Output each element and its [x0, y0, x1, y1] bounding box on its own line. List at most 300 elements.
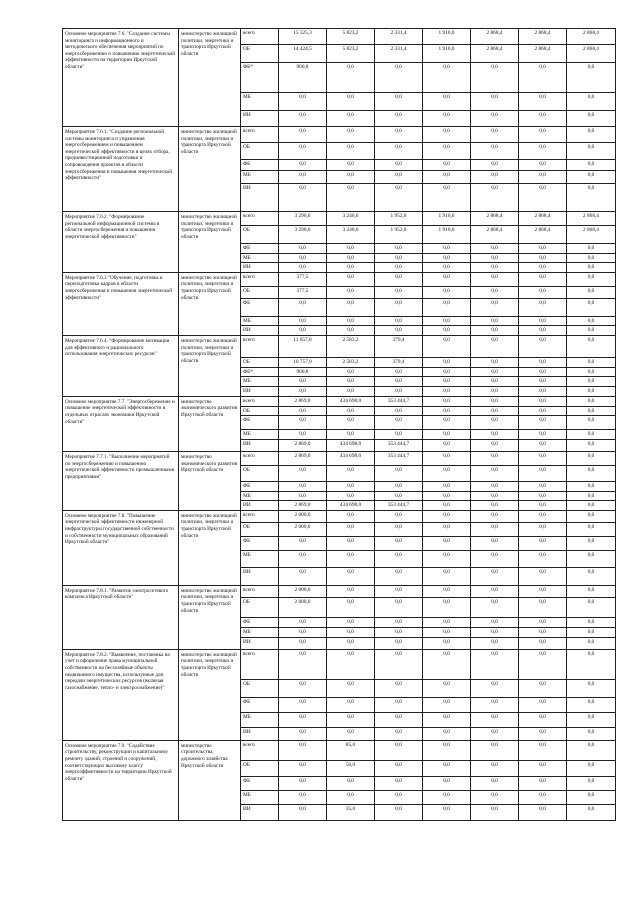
amount-cell: 0,0	[327, 143, 375, 160]
amount-cell: 0,0	[279, 776, 327, 790]
amount-cell: 0,0	[423, 272, 471, 286]
amount-cell: 2 583,2	[327, 335, 375, 357]
amount-cell: 0,0	[567, 567, 616, 585]
amount-cell: 2 868,4	[519, 226, 567, 244]
amount-cell: 0,0	[375, 727, 423, 740]
amount-cell: 0,0	[375, 244, 423, 254]
amount-cell: 0,0	[327, 316, 375, 326]
amount-cell: 0,0	[567, 143, 616, 160]
amount-cell: 0,0	[567, 357, 616, 367]
amount-cell: 0,0	[375, 697, 423, 712]
amount-cell: 0,0	[567, 386, 616, 396]
amount-cell: 0,0	[279, 679, 327, 697]
amount-cell: 0,0	[567, 597, 616, 617]
amount-cell: 0,0	[327, 406, 375, 416]
amount-cell: 0,0	[327, 481, 375, 491]
table-row	[63, 272, 616, 286]
amount-cell: 0,0	[423, 357, 471, 367]
amount-cell: 0,0	[567, 637, 616, 649]
amount-cell: 0,0	[327, 627, 375, 637]
amount-cell: 0,0	[327, 679, 375, 697]
amount-cell: 0,0	[279, 377, 327, 387]
amount-cell: 2 000,0	[279, 522, 327, 536]
amount-cell: 0,0	[375, 627, 423, 637]
amount-cell: 0,0	[375, 617, 423, 627]
amount-cell: 0,0	[519, 406, 567, 416]
amount-cell: 434 698,0	[327, 451, 375, 465]
amount-cell: 0,0	[279, 649, 327, 679]
amount-cell: 0,0	[567, 627, 616, 637]
amount-cell: 0,0	[327, 367, 375, 377]
amount-cell: 0,0	[327, 377, 375, 387]
amount-cell: 0,0	[327, 712, 375, 727]
amount-cell: 2 869,0	[279, 501, 327, 511]
amount-cell: 0,0	[567, 712, 616, 727]
amount-cell: 0,0	[423, 93, 471, 111]
funding-source-cell: ИИ	[241, 804, 279, 820]
amount-cell: 0,0	[279, 465, 327, 481]
responsible-executor-cell: министерство жилищной политики, энергетики и транспорта Иркутской области	[179, 29, 241, 127]
amount-cell: 0,0	[471, 712, 519, 727]
amount-cell: 0,0	[519, 585, 567, 597]
amount-cell: 0,0	[279, 253, 327, 263]
amount-cell: 0,0	[327, 416, 375, 430]
amount-cell: 0,0	[279, 416, 327, 430]
amount-cell: 0,0	[567, 510, 616, 522]
amount-cell: 0,0	[327, 790, 375, 804]
amount-cell: 0,0	[567, 804, 616, 820]
amount-cell: 0,0	[279, 171, 327, 184]
funding-source-cell: всего	[241, 510, 279, 522]
amount-cell: 0,0	[519, 439, 567, 451]
amount-cell: 0,0	[519, 298, 567, 316]
activity-name-cell: Основное мероприятие 7.7. "Энергосбережение и повышение энергетической эффективности в отдельных отраслях экономики Иркутской области"	[63, 396, 179, 451]
amount-cell: 0,0	[423, 253, 471, 263]
funding-source-cell: ФБ	[241, 617, 279, 627]
amount-cell: 0,0	[327, 63, 375, 93]
amount-cell: 0,0	[375, 804, 423, 820]
amount-cell: 0,0	[327, 637, 375, 649]
amount-cell: 0,0	[567, 439, 616, 451]
amount-cell: 0,0	[519, 396, 567, 406]
amount-cell: 0,0	[327, 171, 375, 184]
amount-cell: 0,0	[471, 143, 519, 160]
amount-cell: 0,0	[567, 111, 616, 127]
amount-cell: 0,0	[567, 335, 616, 357]
amount-cell: 0,0	[471, 171, 519, 184]
amount-cell: 0,0	[471, 63, 519, 93]
amount-cell: 0,0	[279, 481, 327, 491]
amount-cell: 0,0	[423, 430, 471, 440]
amount-cell: 0,0	[471, 396, 519, 406]
amount-cell: 900,8	[279, 367, 327, 377]
amount-cell: 0,0	[471, 465, 519, 481]
amount-cell: 0,0	[567, 451, 616, 465]
amount-cell: 0,0	[279, 550, 327, 567]
amount-cell: 0,0	[327, 465, 375, 481]
amount-cell: 0,0	[279, 727, 327, 740]
amount-cell: 0,0	[471, 253, 519, 263]
funding-source-cell: всего	[241, 212, 279, 226]
amount-cell: 0,0	[567, 244, 616, 254]
amount-cell: 0,0	[327, 386, 375, 396]
amount-cell: 0,0	[423, 727, 471, 740]
amount-cell: 0,0	[375, 481, 423, 491]
amount-cell: 1 952,0	[375, 226, 423, 244]
amount-cell: 0,0	[471, 727, 519, 740]
amount-cell: 0,0	[519, 272, 567, 286]
amount-cell: 0,0	[471, 617, 519, 627]
amount-cell: 0,0	[279, 804, 327, 820]
amount-cell: 0,0	[471, 416, 519, 430]
funding-source-cell: ФБ	[241, 776, 279, 790]
amount-cell: 0,0	[519, 697, 567, 712]
amount-cell: 0,0	[375, 253, 423, 263]
amount-cell: 0,0	[471, 697, 519, 712]
amount-cell: 2 868,4	[519, 212, 567, 226]
amount-cell: 0,0	[519, 357, 567, 367]
responsible-executor-cell: министерство жилищной политики, энергетики и транспорта Иркутской области	[179, 649, 241, 740]
amount-cell: 0,0	[423, 679, 471, 697]
amount-cell: 0,0	[279, 760, 327, 776]
amount-cell: 0,0	[279, 617, 327, 627]
amount-cell: 0,0	[519, 143, 567, 160]
amount-cell: 0,0	[423, 536, 471, 550]
amount-cell: 0,0	[375, 111, 423, 127]
amount-cell: 0,0	[375, 143, 423, 160]
amount-cell: 0,0	[279, 567, 327, 585]
amount-cell: 0,0	[519, 184, 567, 212]
responsible-executor-cell: министерство жилищной политики, энергетики и транспорта Иркутской области	[179, 127, 241, 212]
amount-cell: 0,0	[471, 481, 519, 491]
funding-source-cell: ФБ	[241, 416, 279, 430]
amount-cell: 0,0	[423, 244, 471, 254]
amount-cell: 0,0	[519, 790, 567, 804]
amount-cell: 1 910,0	[423, 45, 471, 63]
amount-cell: 0,0	[279, 697, 327, 712]
amount-cell: 0,0	[327, 272, 375, 286]
amount-cell: 0,0	[567, 263, 616, 273]
amount-cell: 0,0	[519, 451, 567, 465]
amount-cell: 0,0	[375, 491, 423, 501]
amount-cell: 0,0	[471, 585, 519, 597]
amount-cell: 0,0	[375, 316, 423, 326]
amount-cell: 0,0	[279, 184, 327, 212]
amount-cell: 0,0	[567, 184, 616, 212]
amount-cell: 0,0	[375, 649, 423, 679]
amount-cell: 900,8	[279, 63, 327, 93]
amount-cell: 0,0	[375, 536, 423, 550]
amount-cell: 0,0	[567, 326, 616, 336]
amount-cell: 2 868,4	[567, 226, 616, 244]
amount-cell: 0,0	[423, 804, 471, 820]
amount-cell: 0,0	[471, 627, 519, 637]
amount-cell: 0,0	[519, 740, 567, 760]
amount-cell: 0,0	[423, 298, 471, 316]
amount-cell: 0,0	[519, 712, 567, 727]
funding-source-cell: МБ	[241, 253, 279, 263]
amount-cell: 0,0	[471, 326, 519, 336]
amount-cell: 0,0	[375, 386, 423, 396]
amount-cell: 0,0	[279, 712, 327, 727]
funding-source-cell: всего	[241, 335, 279, 357]
amount-cell: 0,0	[567, 790, 616, 804]
amount-cell: 0,0	[471, 184, 519, 212]
amount-cell: 0,0	[567, 396, 616, 406]
amount-cell: 379,4	[375, 357, 423, 367]
amount-cell: 5 823,2	[327, 29, 375, 45]
table-row	[63, 585, 616, 597]
activity-name-cell: Мероприятие 7.8.2. "Выявление, постановка на учет и оформление права муниципальной собственности на бесхозяйные объекты недвижимого имущества, используемые для передачи энергетических ресурсов (включая газоснабжение, тепло- и электроснабжение)"	[63, 649, 179, 740]
amount-cell: 3 290,0	[279, 226, 327, 244]
amount-cell: 0,0	[327, 93, 375, 111]
amount-cell: 0,0	[471, 451, 519, 465]
amount-cell: 377,5	[279, 286, 327, 298]
amount-cell: 2 868,4	[519, 29, 567, 45]
amount-cell: 0,0	[471, 286, 519, 298]
amount-cell: 434 698,0	[327, 501, 375, 511]
amount-cell: 0,0	[375, 406, 423, 416]
amount-cell: 0,0	[519, 481, 567, 491]
amount-cell: 0,0	[471, 522, 519, 536]
amount-cell: 0,0	[471, 298, 519, 316]
amount-cell: 0,0	[279, 740, 327, 760]
amount-cell: 0,0	[279, 316, 327, 326]
amount-cell: 10 757,0	[279, 357, 327, 367]
amount-cell: 0,0	[423, 335, 471, 357]
amount-cell: 1 952,0	[375, 212, 423, 226]
funding-source-cell: ИИ	[241, 111, 279, 127]
amount-cell: 0,0	[519, 776, 567, 790]
amount-cell: 377,5	[279, 272, 327, 286]
amount-cell: 0,0	[327, 536, 375, 550]
amount-cell: 0,0	[519, 536, 567, 550]
amount-cell: 0,0	[471, 804, 519, 820]
amount-cell: 35,0	[327, 804, 375, 820]
amount-cell: 0,0	[423, 286, 471, 298]
amount-cell: 0,0	[567, 171, 616, 184]
funding-source-cell: МБ	[241, 377, 279, 387]
amount-cell: 0,0	[471, 491, 519, 501]
amount-cell: 0,0	[471, 510, 519, 522]
amount-cell: 0,0	[423, 712, 471, 727]
amount-cell: 50,0	[327, 760, 375, 776]
amount-cell: 0,0	[327, 326, 375, 336]
amount-cell: 11 657,8	[279, 335, 327, 357]
amount-cell: 0,0	[279, 263, 327, 273]
funding-source-cell: МБ	[241, 491, 279, 501]
amount-cell: 0,0	[423, 451, 471, 465]
amount-cell: 0,0	[519, 367, 567, 377]
activity-name-cell: Мероприятие 7.8.1. "Развитие электросетевого комплекса Иркутской области"	[63, 585, 179, 649]
amount-cell: 0,0	[567, 63, 616, 93]
amount-cell: 0,0	[519, 679, 567, 697]
amount-cell: 0,0	[567, 316, 616, 326]
amount-cell: 0,0	[423, 501, 471, 511]
amount-cell: 0,0	[519, 637, 567, 649]
amount-cell: 0,0	[279, 790, 327, 804]
responsible-executor-cell: министерство жилищной политики, энергетики и транспорта Иркутской области	[179, 272, 241, 335]
funding-source-cell: МБ	[241, 712, 279, 727]
amount-cell: 0,0	[519, 416, 567, 430]
amount-cell: 0,0	[471, 316, 519, 326]
amount-cell: 0,0	[375, 679, 423, 697]
amount-cell: 0,0	[567, 272, 616, 286]
amount-cell: 0,0	[471, 406, 519, 416]
amount-cell: 0,0	[471, 439, 519, 451]
amount-cell: 0,0	[519, 617, 567, 627]
amount-cell: 0,0	[375, 585, 423, 597]
amount-cell: 0,0	[327, 184, 375, 212]
amount-cell: 0,0	[519, 501, 567, 511]
amount-cell: 0,0	[567, 679, 616, 697]
amount-cell: 0,0	[327, 244, 375, 254]
amount-cell: 2 869,0	[279, 396, 327, 406]
amount-cell: 2 868,4	[471, 212, 519, 226]
amount-cell: 0,0	[471, 93, 519, 111]
amount-cell: 0,0	[279, 536, 327, 550]
amount-cell: 0,0	[471, 244, 519, 254]
activity-name-cell: Основное мероприятие 7.8. "Повышение энергетической эффективности инженерной инфраструктуры государственной собственности и собственности муниципальных образований Иркутской области"	[63, 510, 179, 585]
funding-source-cell: всего	[241, 451, 279, 465]
amount-cell: 0,0	[375, 637, 423, 649]
amount-cell: 2 868,4	[471, 29, 519, 45]
amount-cell: 1 910,0	[423, 29, 471, 45]
activity-name-cell: Мероприятие 7.6.4. "Формирование мотивации для эффективного и рационального использования энергетических ресурсов"	[63, 335, 179, 396]
amount-cell: 0,0	[423, 491, 471, 501]
table-row	[63, 212, 616, 226]
amount-cell: 0,0	[375, 550, 423, 567]
amount-cell: 0,0	[375, 298, 423, 316]
amount-cell: 0,0	[423, 649, 471, 679]
amount-cell: 0,0	[423, 263, 471, 273]
funding-source-cell: ИИ	[241, 386, 279, 396]
amount-cell: 0,0	[327, 727, 375, 740]
amount-cell: 0,0	[471, 430, 519, 440]
amount-cell: 0,0	[567, 286, 616, 298]
amount-cell: 0,0	[423, 406, 471, 416]
amount-cell: 0,0	[471, 263, 519, 273]
funding-source-cell: ОБ	[241, 143, 279, 160]
amount-cell: 0,0	[471, 567, 519, 585]
table-row	[63, 740, 616, 760]
amount-cell: 0,0	[567, 740, 616, 760]
amount-cell: 0,0	[279, 244, 327, 254]
amount-cell: 0,0	[327, 567, 375, 585]
amount-cell: 15 325,3	[279, 29, 327, 45]
amount-cell: 0,0	[375, 63, 423, 93]
amount-cell: 0,0	[567, 585, 616, 597]
amount-cell: 0,0	[375, 367, 423, 377]
amount-cell: 0,0	[423, 316, 471, 326]
amount-cell: 0,0	[519, 263, 567, 273]
amount-cell: 353 444,7	[375, 439, 423, 451]
table-row	[63, 510, 616, 522]
funding-source-cell: ОБ	[241, 357, 279, 367]
amount-cell: 0,0	[471, 649, 519, 679]
responsible-executor-cell: министерство жилищной политики, энергетики и транспорта Иркутской области	[179, 585, 241, 649]
amount-cell: 0,0	[375, 171, 423, 184]
funding-source-cell: ФБ	[241, 298, 279, 316]
amount-cell: 0,0	[567, 127, 616, 143]
amount-cell: 0,0	[375, 416, 423, 430]
amount-cell: 0,0	[519, 253, 567, 263]
table-row	[63, 649, 616, 679]
amount-cell: 0,0	[375, 160, 423, 171]
amount-cell: 0,0	[471, 160, 519, 171]
responsible-executor-cell: министерство жилищной политики, энергетики и транспорта Иркутской области	[179, 510, 241, 585]
amount-cell: 0,0	[519, 597, 567, 617]
amount-cell: 0,0	[567, 501, 616, 511]
amount-cell: 0,0	[423, 776, 471, 790]
financing-table	[62, 28, 616, 821]
amount-cell: 434 698,0	[327, 396, 375, 406]
amount-cell: 0,0	[423, 617, 471, 627]
funding-source-cell: ОБ	[241, 522, 279, 536]
amount-cell: 0,0	[567, 481, 616, 491]
amount-cell: 0,0	[375, 740, 423, 760]
funding-source-cell: ИИ	[241, 184, 279, 212]
amount-cell: 0,0	[423, 386, 471, 396]
amount-cell: 0,0	[519, 510, 567, 522]
amount-cell: 0,0	[519, 93, 567, 111]
amount-cell: 2 868,4	[519, 45, 567, 63]
amount-cell: 0,0	[327, 617, 375, 627]
amount-cell: 0,0	[567, 367, 616, 377]
amount-cell: 3 240,0	[327, 212, 375, 226]
amount-cell: 0,0	[519, 491, 567, 501]
amount-cell: 2 868,4	[567, 212, 616, 226]
amount-cell: 0,0	[375, 286, 423, 298]
funding-source-cell: ФБ	[241, 160, 279, 171]
funding-source-cell: ОБ	[241, 465, 279, 481]
amount-cell: 2 868,4	[471, 226, 519, 244]
funding-source-cell: всего	[241, 29, 279, 45]
amount-cell: 0,0	[375, 712, 423, 727]
amount-cell: 0,0	[519, 127, 567, 143]
amount-cell: 0,0	[375, 93, 423, 111]
amount-cell: 0,0	[423, 481, 471, 491]
amount-cell: 0,0	[423, 567, 471, 585]
amount-cell: 0,0	[471, 367, 519, 377]
amount-cell: 0,0	[567, 377, 616, 387]
amount-cell: 0,0	[519, 63, 567, 93]
funding-source-cell: всего	[241, 740, 279, 760]
amount-cell: 0,0	[567, 491, 616, 501]
amount-cell: 0,0	[471, 335, 519, 357]
amount-cell: 0,0	[375, 465, 423, 481]
amount-cell: 0,0	[375, 567, 423, 585]
amount-cell: 0,0	[471, 111, 519, 127]
amount-cell: 0,0	[423, 637, 471, 649]
amount-cell: 0,0	[471, 357, 519, 367]
amount-cell: 0,0	[567, 727, 616, 740]
funding-source-cell: ИИ	[241, 567, 279, 585]
amount-cell: 0,0	[423, 416, 471, 430]
amount-cell: 2 000,0	[279, 585, 327, 597]
amount-cell: 0,0	[375, 597, 423, 617]
funding-source-cell: всего	[241, 127, 279, 143]
funding-source-cell: всего	[241, 585, 279, 597]
amount-cell: 0,0	[327, 649, 375, 679]
amount-cell: 0,0	[519, 316, 567, 326]
amount-cell: 0,0	[567, 430, 616, 440]
amount-cell: 1 910,0	[423, 212, 471, 226]
funding-source-cell: всего	[241, 396, 279, 406]
amount-cell: 0,0	[471, 679, 519, 697]
funding-source-cell: ИИ	[241, 263, 279, 273]
amount-cell: 0,0	[279, 491, 327, 501]
